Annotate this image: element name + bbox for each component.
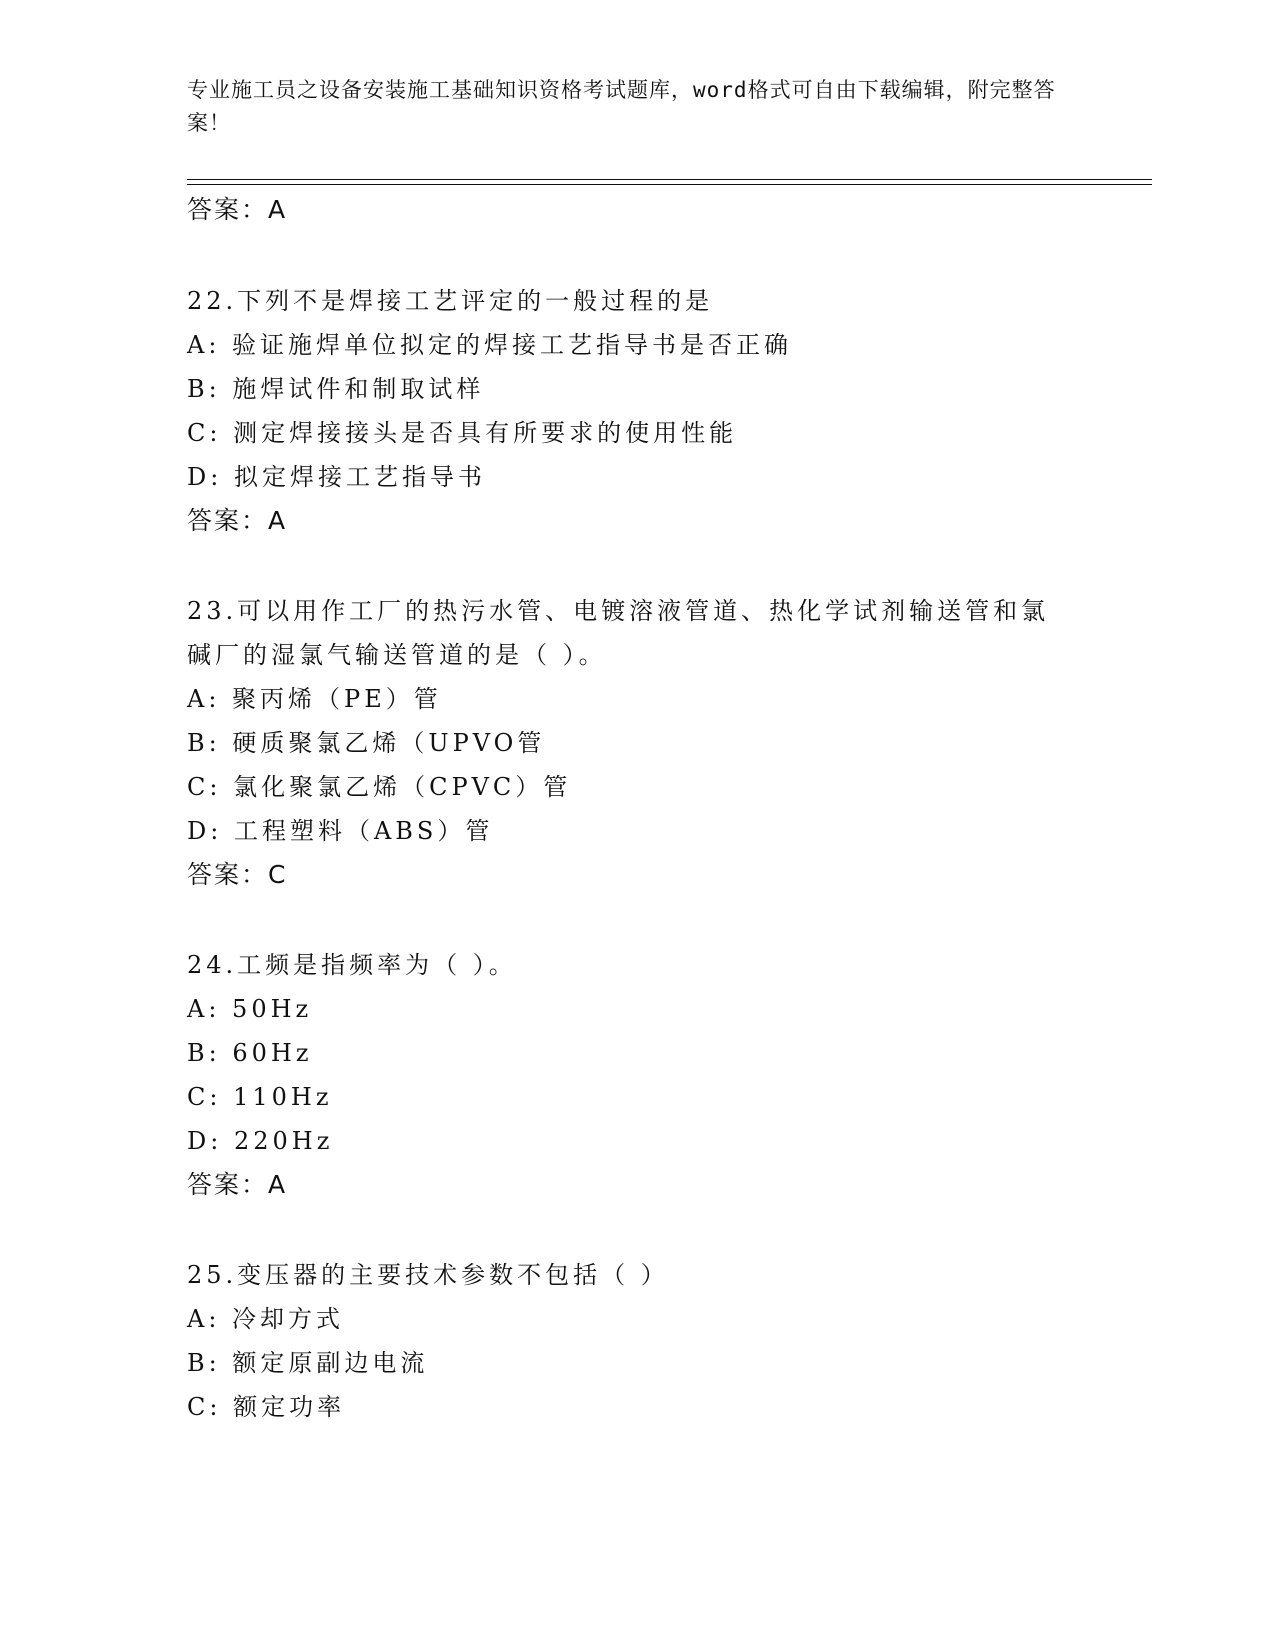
question-24-answer: 答案：A [187, 1170, 288, 1199]
question-23-stem-line-2: 碱厂的湿氯气输送管道的是（ ）。 [187, 641, 607, 669]
question-24-option-a: A: 50Hz [187, 995, 313, 1023]
question-23-answer: 答案：C [187, 860, 288, 889]
question-25-option-a: A: 冷却方式 [187, 1305, 345, 1333]
question-22-stem: 22.下列不是焊接工艺评定的一般过程的是 [187, 287, 714, 315]
question-23-stem-line-1: 23.可以用作工厂的热污水管、电镀溶液管道、热化学试剂输送管和氯 [187, 597, 1050, 625]
question-22-option-b: B: 施焊试件和制取试样 [187, 375, 485, 403]
header-title: 专业施工员之设备安装施工基础知识资格考试题库，word格式可自由下载编辑，附完整答案！ [187, 78, 1056, 135]
question-24-option-c: C: 110Hz [187, 1083, 333, 1111]
question-23-option-c: C: 氯化聚氯乙烯（CPVC）管 [187, 773, 572, 801]
question-24-stem: 24.工频是指频率为（ ）。 [187, 951, 517, 979]
header-divider-top [187, 179, 1152, 180]
question-25-option-b: B: 额定原副边电流 [187, 1349, 429, 1377]
question-25-stem: 25.变压器的主要技术参数不包括（ ） [187, 1261, 669, 1289]
question-24-option-b: B: 60Hz [187, 1039, 313, 1067]
question-24-option-d: D: 220Hz [187, 1127, 334, 1155]
question-22-option-c: C: 测定焊接接头是否具有所要求的使用性能 [187, 419, 738, 447]
question-22-answer: 答案：A [187, 506, 288, 535]
question-22-option-d: D: 拟定焊接工艺指导书 [187, 463, 486, 491]
question-23-option-d: D: 工程塑料（ABS）管 [187, 817, 494, 845]
document-header [187, 74, 1067, 140]
question-25-option-c: C: 额定功率 [187, 1393, 346, 1421]
answer-line: 答案：A [187, 195, 288, 224]
question-23-option-b: B: 硬质聚氯乙烯（UPVO管 [187, 729, 546, 757]
question-22-option-a: A: 验证施焊单位拟定的焊接工艺指导书是否正确 [187, 331, 793, 359]
question-23-option-a: A: 聚丙烯（PE）管 [187, 685, 442, 713]
header-divider-bottom [187, 184, 1152, 185]
